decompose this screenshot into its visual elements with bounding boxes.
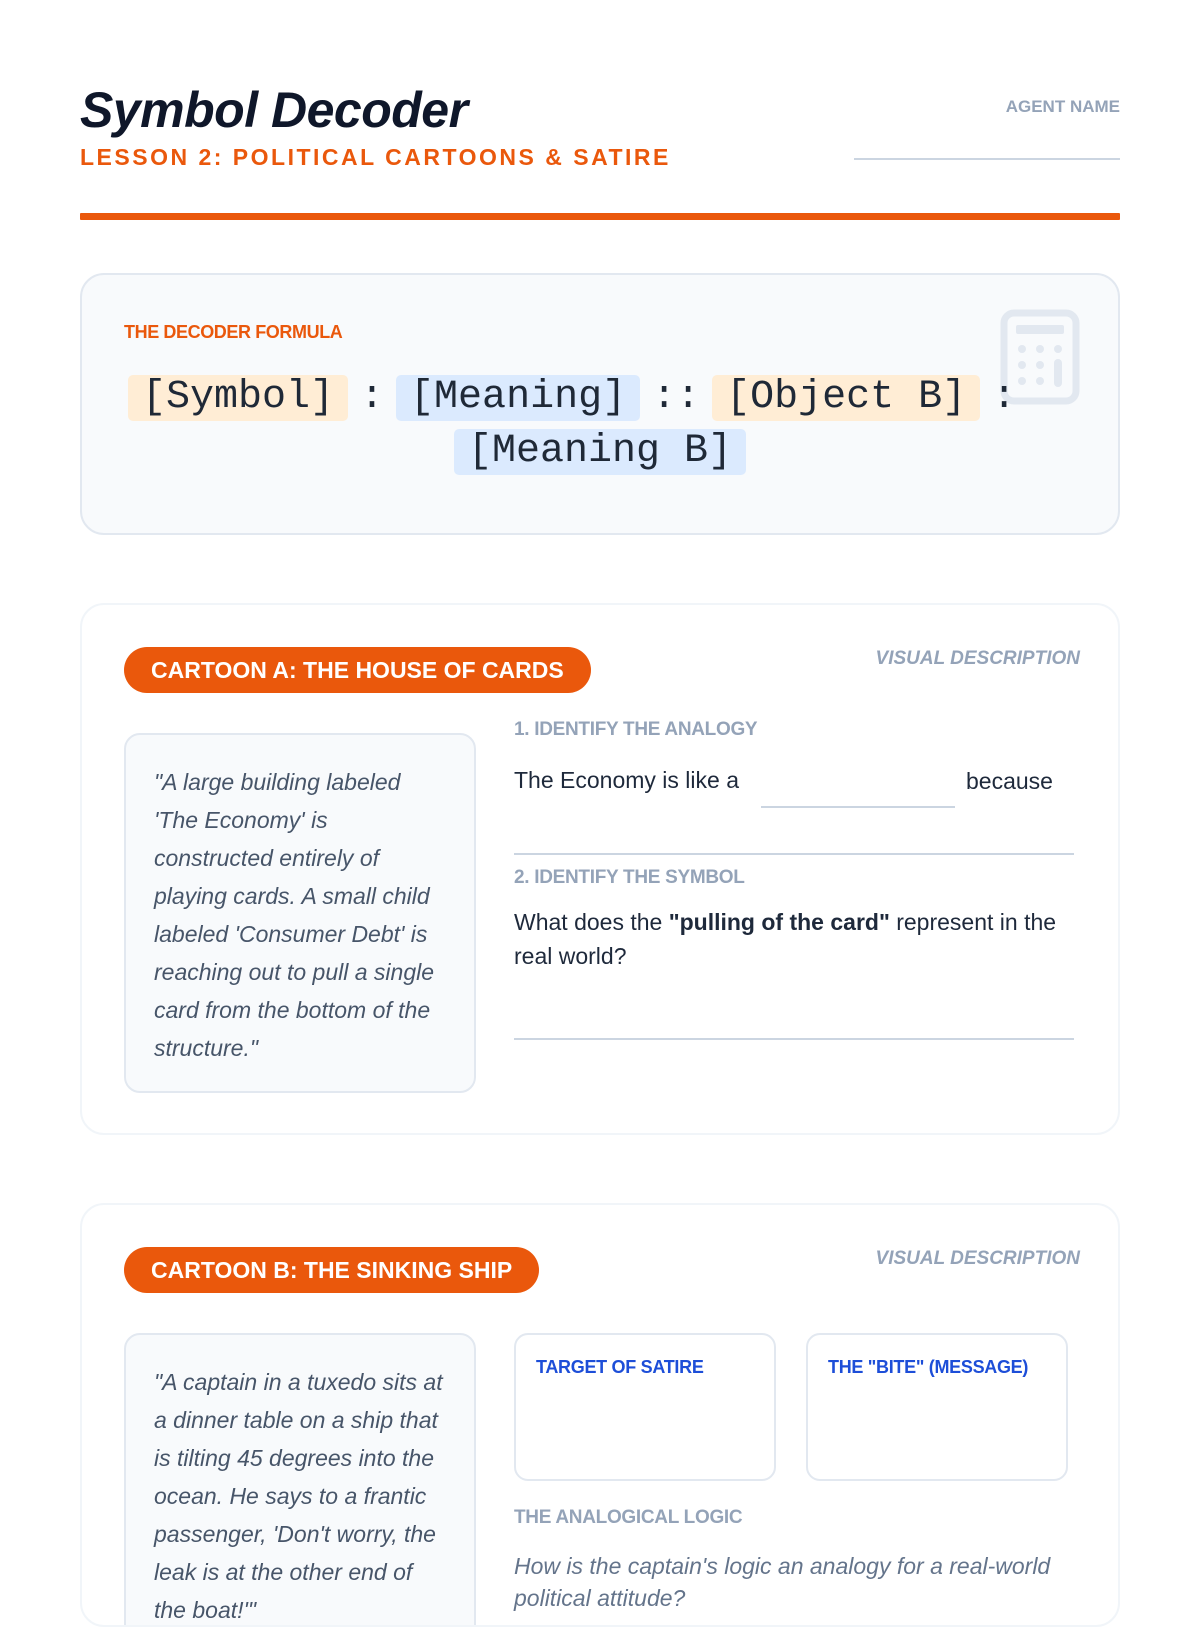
cartoon-b-description: "A captain in a tuxedo sits at a dinner table on a ship that is tilting 45 degrees into the ocean. He says to a frantic passenger, 'Don't worry, the leak is at the other end of the boat!'" bbox=[124, 1333, 476, 1627]
analogical-logic-label: THE ANALOGICAL LOGIC bbox=[514, 1507, 743, 1528]
page-title: Symbol Decoder bbox=[80, 82, 468, 138]
formula-line-1 bbox=[128, 375, 1118, 421]
cartoon-a-card bbox=[80, 603, 1120, 1135]
question-1-label: 1. IDENTIFY THE ANALOGY bbox=[514, 719, 758, 740]
cartoon-a-description: "A large building labeled 'The Economy' is constructed entirely of playing cards. A small child labeled 'Consumer Debt' is reaching out to pull a single card from the bottom of the structure." bbox=[124, 733, 476, 1093]
agent-name-label: AGENT NAME bbox=[1005, 97, 1120, 116]
symbol-answer-line[interactable] bbox=[514, 1038, 1074, 1040]
worksheet-page bbox=[80, 0, 1120, 1623]
lesson-subtitle: LESSON 2: POLITICAL CARTOONS & SATIRE bbox=[80, 144, 671, 170]
header-divider bbox=[80, 213, 1120, 220]
analogy-answer-blank[interactable] bbox=[761, 806, 955, 808]
cartoon-b-title: CARTOON B: THE SINKING SHIP bbox=[124, 1247, 539, 1293]
question-1-because: because bbox=[966, 768, 1053, 794]
bite-message-label: THE "BITE" (MESSAGE) bbox=[828, 1357, 1029, 1377]
formula-object-b: [Object B] bbox=[712, 375, 980, 421]
formula-separator: : bbox=[360, 375, 385, 420]
formula-meaning-b: [Meaning B] bbox=[454, 429, 746, 475]
agent-name-field[interactable] bbox=[854, 158, 1120, 160]
question-2-text-start: What does the bbox=[514, 909, 669, 935]
cartoon-a-title: CARTOON A: THE HOUSE OF CARDS bbox=[124, 647, 591, 693]
decoder-formula-box bbox=[80, 273, 1120, 535]
question-2-prompt bbox=[514, 905, 1074, 973]
formula-separator: : bbox=[992, 375, 1017, 420]
formula-symbol: [Symbol] bbox=[128, 375, 348, 421]
analogical-logic-question: How is the captain's logic an analogy for a real-world political attitude? bbox=[514, 1553, 1051, 1611]
question-2-text-end: represent in the real world? bbox=[514, 909, 1057, 969]
question-2-label: 2. IDENTIFY THE SYMBOL bbox=[514, 867, 745, 888]
bite-message-box[interactable] bbox=[806, 1333, 1068, 1481]
formula-analogy-separator: :: bbox=[652, 375, 701, 420]
target-of-satire-box[interactable] bbox=[514, 1333, 776, 1481]
formula-line-2 bbox=[82, 429, 1118, 475]
cartoon-b-card bbox=[80, 1203, 1120, 1627]
target-of-satire-label: TARGET OF SATIRE bbox=[536, 1357, 704, 1377]
visual-description-label: VISUAL DESCRIPTION bbox=[875, 648, 1080, 669]
formula-label: THE DECODER FORMULA bbox=[124, 322, 343, 342]
visual-description-label: VISUAL DESCRIPTION bbox=[875, 1248, 1080, 1269]
formula-meaning: [Meaning] bbox=[396, 375, 640, 421]
analogy-answer-line[interactable] bbox=[514, 853, 1074, 855]
question-1-prompt: The Economy is like a bbox=[514, 767, 739, 793]
question-2-emphasis: "pulling of the card" bbox=[668, 909, 890, 935]
